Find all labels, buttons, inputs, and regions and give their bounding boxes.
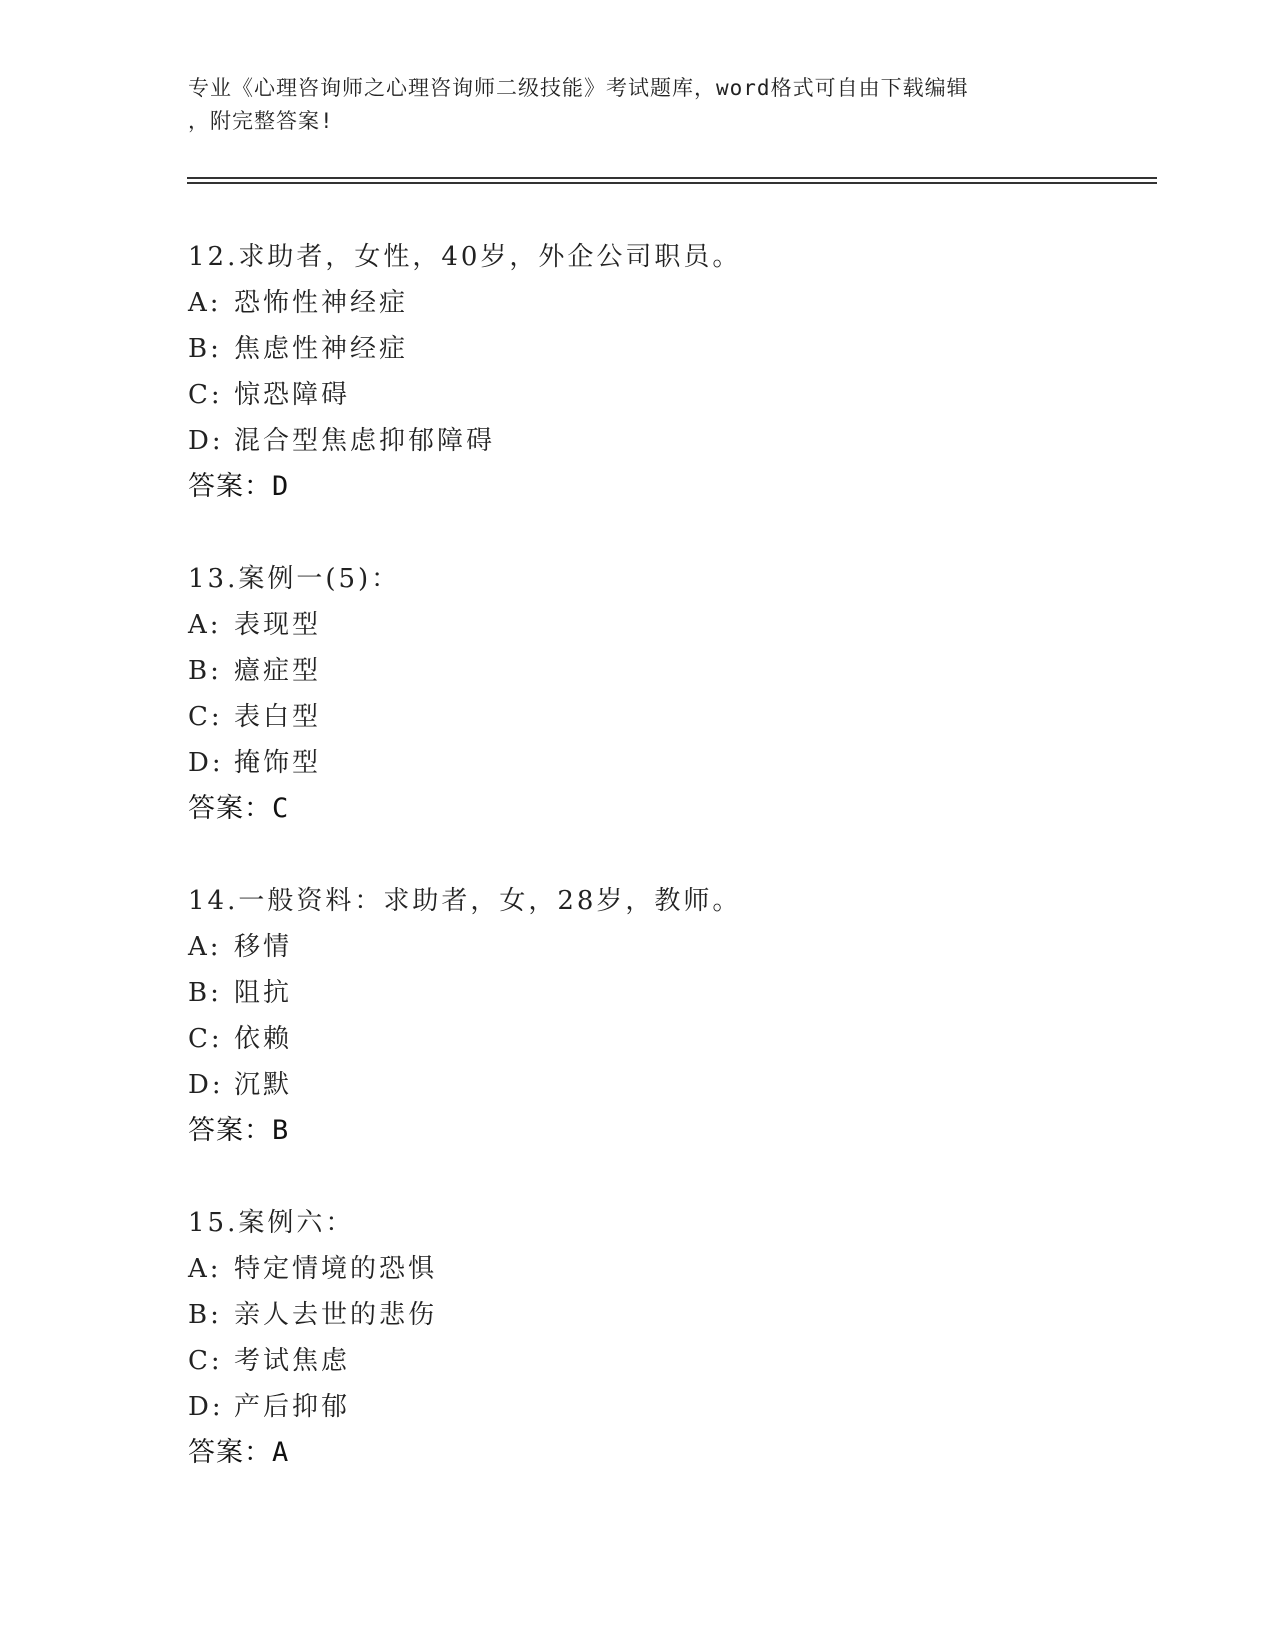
option-a — [188, 280, 1148, 326]
question-12 — [188, 234, 1148, 510]
option-c — [188, 694, 1148, 740]
question-13 — [188, 556, 1148, 832]
option-text: 亲人去世的悲伤 — [234, 1300, 438, 1330]
option-letter: A: — [188, 1254, 222, 1284]
header-line-1: 专业《心理咨询师之心理咨询师二级技能》考试题库，word格式可自由下载编辑 — [188, 76, 969, 100]
answer-line: 答案：C — [188, 793, 290, 824]
option-a — [188, 602, 1148, 648]
option-letter: C: — [188, 1024, 223, 1054]
header-line-2: ，附完整答案! — [188, 109, 334, 133]
question-stem: 14.一般资料：求助者，女，28岁，教师。 — [188, 886, 742, 916]
option-d — [188, 418, 1148, 464]
option-letter: D: — [188, 748, 224, 778]
option-letter: B: — [188, 978, 222, 1008]
option-letter: C: — [188, 702, 223, 732]
question-stem: 15.案例六： — [188, 1208, 355, 1238]
option-text: 焦虑性神经症 — [234, 334, 409, 364]
option-letter: D: — [188, 1392, 224, 1422]
answer-line: 答案：B — [188, 1115, 290, 1146]
option-b — [188, 970, 1148, 1016]
option-text: 惊恐障碍 — [234, 380, 351, 410]
question-15 — [188, 1200, 1148, 1476]
option-text: 沉默 — [234, 1070, 293, 1100]
option-text: 特定情境的恐惧 — [234, 1254, 438, 1284]
question-stem: 13.案例一(5)： — [188, 564, 401, 594]
option-text: 恐怖性神经症 — [234, 288, 409, 318]
option-b — [188, 326, 1148, 372]
header-divider-bottom — [187, 182, 1157, 184]
option-text: 产后抑郁 — [234, 1392, 351, 1422]
option-text: 移情 — [234, 932, 293, 962]
option-b — [188, 648, 1148, 694]
option-d — [188, 740, 1148, 786]
header-divider-top — [187, 177, 1157, 179]
option-text: 混合型焦虑抑郁障碍 — [234, 426, 496, 456]
option-c — [188, 372, 1148, 418]
option-text: 阻抗 — [234, 978, 293, 1008]
option-text: 掩饰型 — [234, 748, 322, 778]
option-letter: D: — [188, 1070, 224, 1100]
option-d — [188, 1384, 1148, 1430]
option-letter: D: — [188, 426, 224, 456]
answer-line: 答案：D — [188, 471, 290, 502]
option-text: 依赖 — [234, 1024, 293, 1054]
option-text: 癔症型 — [234, 656, 322, 686]
option-letter: A: — [188, 932, 222, 962]
option-c — [188, 1016, 1148, 1062]
option-letter: B: — [188, 1300, 222, 1330]
option-letter: B: — [188, 656, 222, 686]
option-letter: A: — [188, 610, 222, 640]
option-letter: C: — [188, 1346, 223, 1376]
option-a — [188, 924, 1148, 970]
option-a — [188, 1246, 1148, 1292]
option-letter: A: — [188, 288, 222, 318]
question-stem: 12.求助者，女性，40岁，外企公司职员。 — [188, 242, 742, 272]
option-c — [188, 1338, 1148, 1384]
option-text: 表白型 — [234, 702, 322, 732]
answer-line: 答案：A — [188, 1437, 290, 1468]
option-letter: B: — [188, 334, 222, 364]
option-d — [188, 1062, 1148, 1108]
option-b — [188, 1292, 1148, 1338]
document-header — [188, 72, 1068, 138]
option-text: 表现型 — [234, 610, 322, 640]
question-list — [188, 234, 1148, 1522]
option-letter: C: — [188, 380, 223, 410]
question-14 — [188, 878, 1148, 1154]
option-text: 考试焦虑 — [234, 1346, 351, 1376]
